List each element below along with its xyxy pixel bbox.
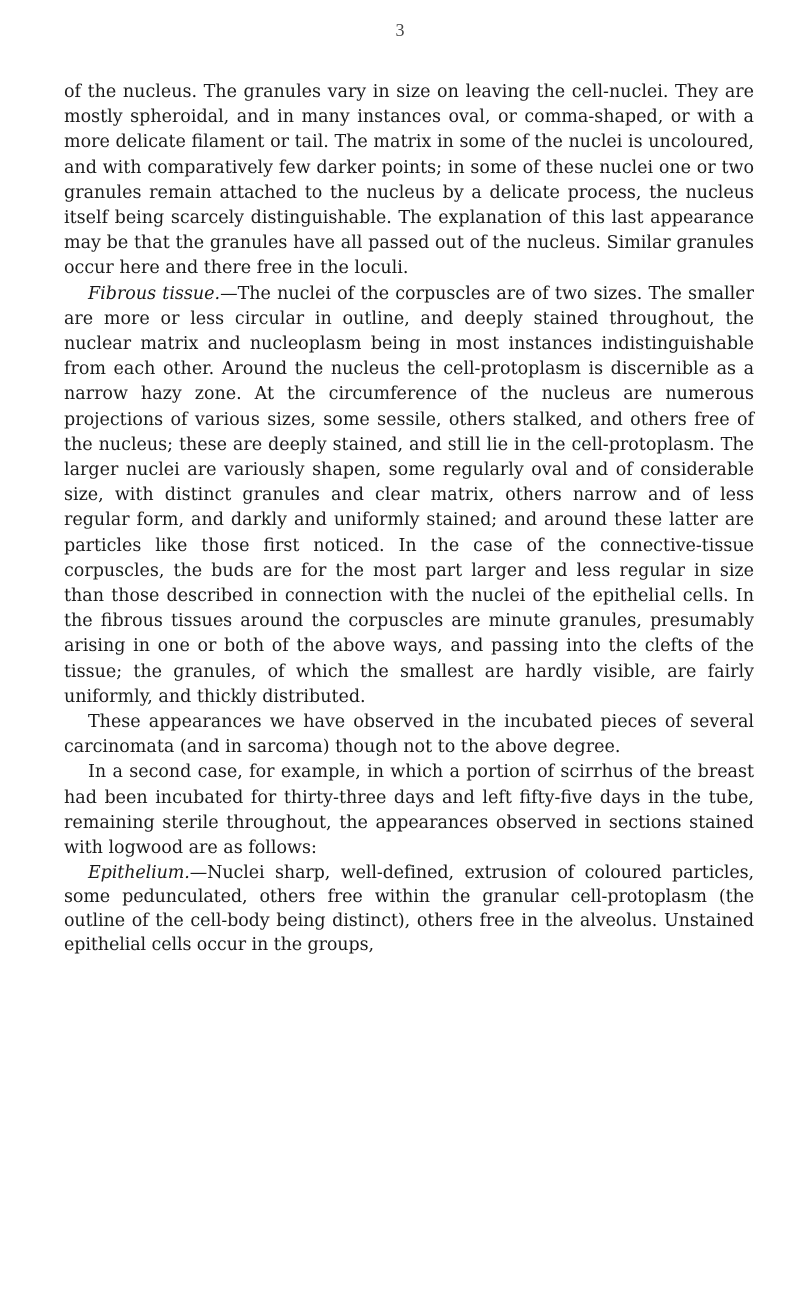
paragraph-text: of the nucleus. The granules vary in size on leaving the cell-nuclei. They are mostly spheroidal, and in many instances oval, or comma-shaped, or with a more delicate filament or tail. The matrix in some of the nuclei is uncoloured, and with comparatively few darker points; in some of these nuclei one or two granules remain attached to the nucleus by a delicate process, the nucleus itself being scarcely distinguishable. The explanation of this last appearance may be that the granules have all passed out of the nucleus. Similar granules occur here and there free in the loculi. [64,82,754,279]
section-heading-fibrous-tissue: Fibrous tissue. [88,283,221,304]
paragraph-text: —The nuclei of the corpuscles are of two sizes. The smaller are more or less circular in outline, and deeply stained throughout, the nuclear matrix and nucleoplasm being in most instances indistinguishable from each other. Around the nucleus the cell-protoplasm is discernible as a narrow hazy zone. At the circumference of the nucleus are numerous projections of various sizes, some sessile, others stalked, and others free of the nucleus; these are deeply stained, and still lie in the cell-protoplasm. The larger nuclei are variously shapen, some regularly oval and of considerable size, with distinct granules and clear matrix, others narrow and of less regular form, and darkly and uniformly stained; and around these latter are particles like those first noticed. In the case of the connective-tissue corpuscles, the buds are for the most part larger and less regular in size than those described in connection with the nuclei of the epithelial cells. In the fibrous tissues around the corpuscles are minute granules, presumably arising in one or both of the above ways, and passing into the clefts of the tissue; the granules, of which the smallest are hardly visible, are fairly uniformly, and thickly distributed. [64,283,754,707]
paragraph-text: In a second case, for example, in which a portion of scirrhus of the breast had been incubated for thirty-three days and left fifty-five days in the tube, remaining sterile throughout, the appearances observed in sections stained with logwood are as follows: [64,762,754,859]
paragraph-fibrous-tissue [64,282,754,710]
paragraph-second-case [64,760,754,861]
body-text [64,80,754,957]
paragraph-text: —Nuclei sharp, well-defined, extrusion of coloured particles, some pedunculated, others free within the granular cell-protoplasm (the outline of the cell-body being distinct), others free in the alveolus. Unstained epithelial cells occur in the groups, [64,863,754,956]
paragraph-epithelium [64,861,754,957]
section-heading-epithelium: Epithelium. [88,863,190,884]
paragraph-continuation [64,80,754,282]
paragraph-text: These appearances we have observed in the incubated pieces of several carcinomata (and in sarcoma) though not to the above degree. [64,712,754,758]
page-number: 3 [395,20,405,40]
paragraph-appearances [64,710,754,760]
